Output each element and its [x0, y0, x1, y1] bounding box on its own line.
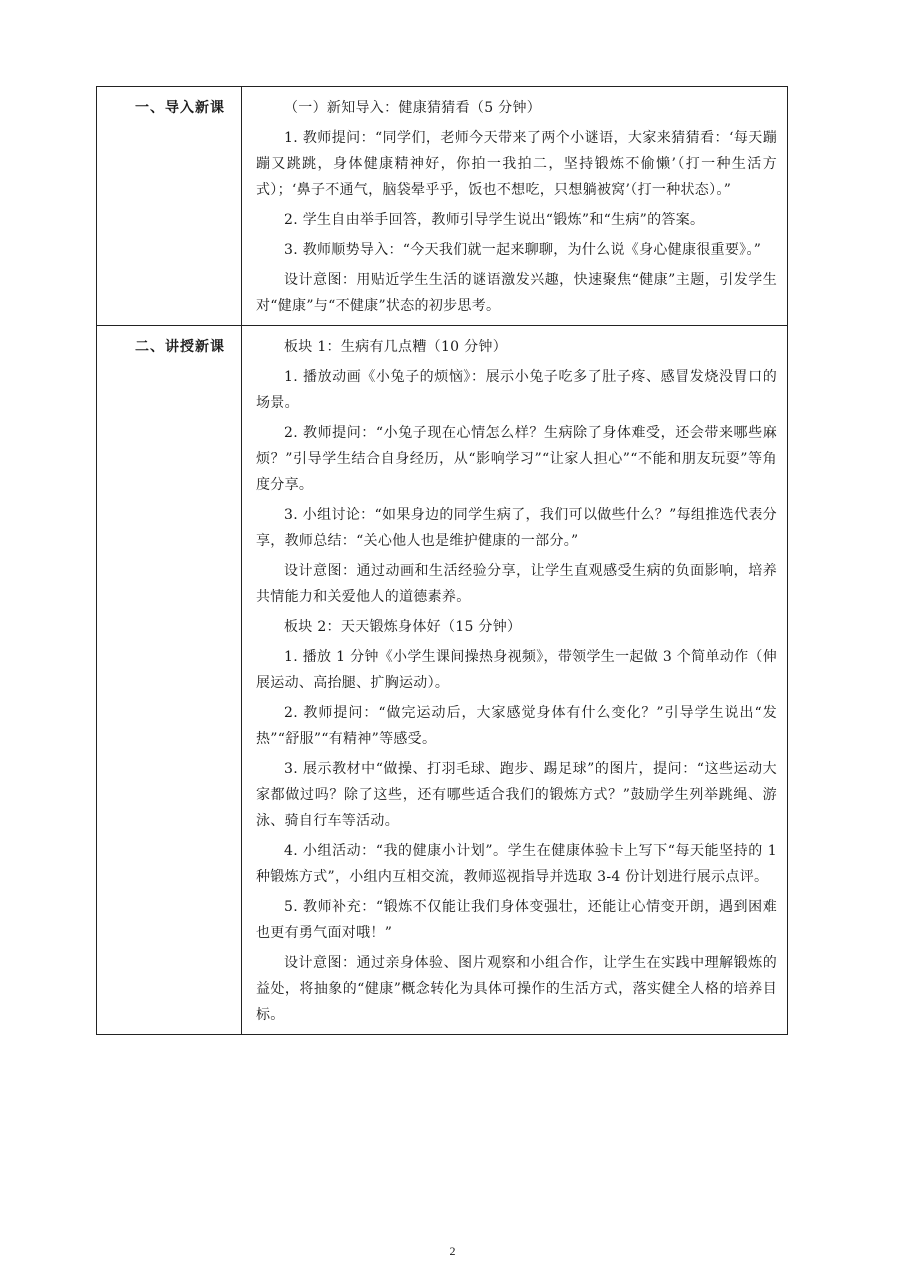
paragraph: 3. 教师顺势导入：“今天我们就一起来聊聊，为什么说《身心健康很重要》。” — [284, 242, 762, 258]
paragraph: 1. 播放动画《小兔子的烦恼》：展示小兔子吃多了肚子疼、感冒发烧没胃口的场景。 — [256, 369, 777, 411]
section2-content — [242, 326, 787, 1034]
paragraph: 3. 展示教材中“做操、打羽毛球、跑步、踢足球”的图片，提问：“这些运动大家都做过吗？除了这些，还有哪些适合我们的锻炼方式？”鼓励学生列举跳绳、游泳、骑自行车等活动。 — [256, 761, 777, 829]
section1-content — [242, 87, 787, 325]
paragraph: 5. 教师补充：“锻炼不仅能让我们身体变强壮，还能让心情变开朗，遇到困难也更有勇气面对哦！” — [256, 899, 777, 941]
paragraph: 1. 教师提问：“同学们，老师今天带来了两个小谜语，大家来猜猜看：‘每天蹦蹦又跳跳，身体健康精神好，你拍一我拍二，坚持锻炼不偷懒’（打一种生活方式）；‘鼻子不通气，脑袋晕乎乎，饭也不想吃，只想躺被窝’（打一种状态）。” — [256, 130, 777, 198]
design-intent-paragraph: 设计意图：通过亲身体验、图片观察和小组合作，让学生在实践中理解锻炼的益处，将抽象的“健康”概念转化为具体可操作的生活方式，落实健全人格的培养目标。 — [256, 955, 777, 1023]
module-heading: 板块 1：生病有几点糟（10 分钟） — [284, 339, 508, 355]
module-heading: 板块 2：天天锻炼身体好（15 分钟） — [284, 619, 522, 635]
paragraph: （一）新知导入：健康猜猜看（5 分钟） — [284, 100, 542, 116]
section-label: 二、讲授新课 — [135, 339, 225, 355]
section-content-cell — [242, 326, 788, 1035]
section-label-cell — [97, 87, 242, 326]
paragraph: 2. 学生自由举手回答，教师引导学生说出“锻炼”和“生病”的答案。 — [284, 212, 705, 228]
section-label-cell — [97, 326, 242, 1035]
table-row — [97, 87, 788, 326]
paragraph: 1. 播放 1 分钟《小学生课间操热身视频》，带领学生一起做 3 个简单动作（伸展运动、高抬腿、扩胸运动）。 — [256, 649, 777, 691]
lesson-plan-table — [96, 86, 788, 1035]
paragraph: 2. 教师提问：“小兔子现在心情怎么样？生病除了身体难受，还会带来哪些麻烦？”引导学生结合自身经历，从“影响学习”“让家人担心”“不能和朋友玩耍”等角度分享。 — [256, 425, 777, 493]
page-number: 2 — [449, 1244, 456, 1258]
design-intent-paragraph: 设计意图：用贴近学生生活的谜语激发兴趣，快速聚焦“健康”主题，引发学生对“健康”与“不健康”状态的初步思考。 — [256, 272, 777, 314]
paragraph: 4. 小组活动：“我的健康小计划”。学生在健康体验卡上写下“每天能坚持的 1 种锻炼方式”，小组内互相交流，教师巡视指导并选取 3-4 份计划进行展示点评。 — [256, 843, 777, 885]
table-row — [97, 326, 788, 1035]
section-label: 一、导入新课 — [135, 100, 225, 116]
section-content-cell — [242, 87, 788, 326]
design-intent-paragraph: 设计意图：通过动画和生活经验分享，让学生直观感受生病的负面影响，培养共情能力和关爱他人的道德素养。 — [256, 563, 777, 605]
paragraph: 3. 小组讨论：“如果身边的同学生病了，我们可以做些什么？”每组推选代表分享，教师总结：“关心他人也是维护健康的一部分。” — [256, 507, 777, 549]
paragraph: 2. 教师提问：“做完运动后，大家感觉身体有什么变化？”引导学生说出“发热”“舒服”“有精神”等感受。 — [256, 705, 777, 747]
